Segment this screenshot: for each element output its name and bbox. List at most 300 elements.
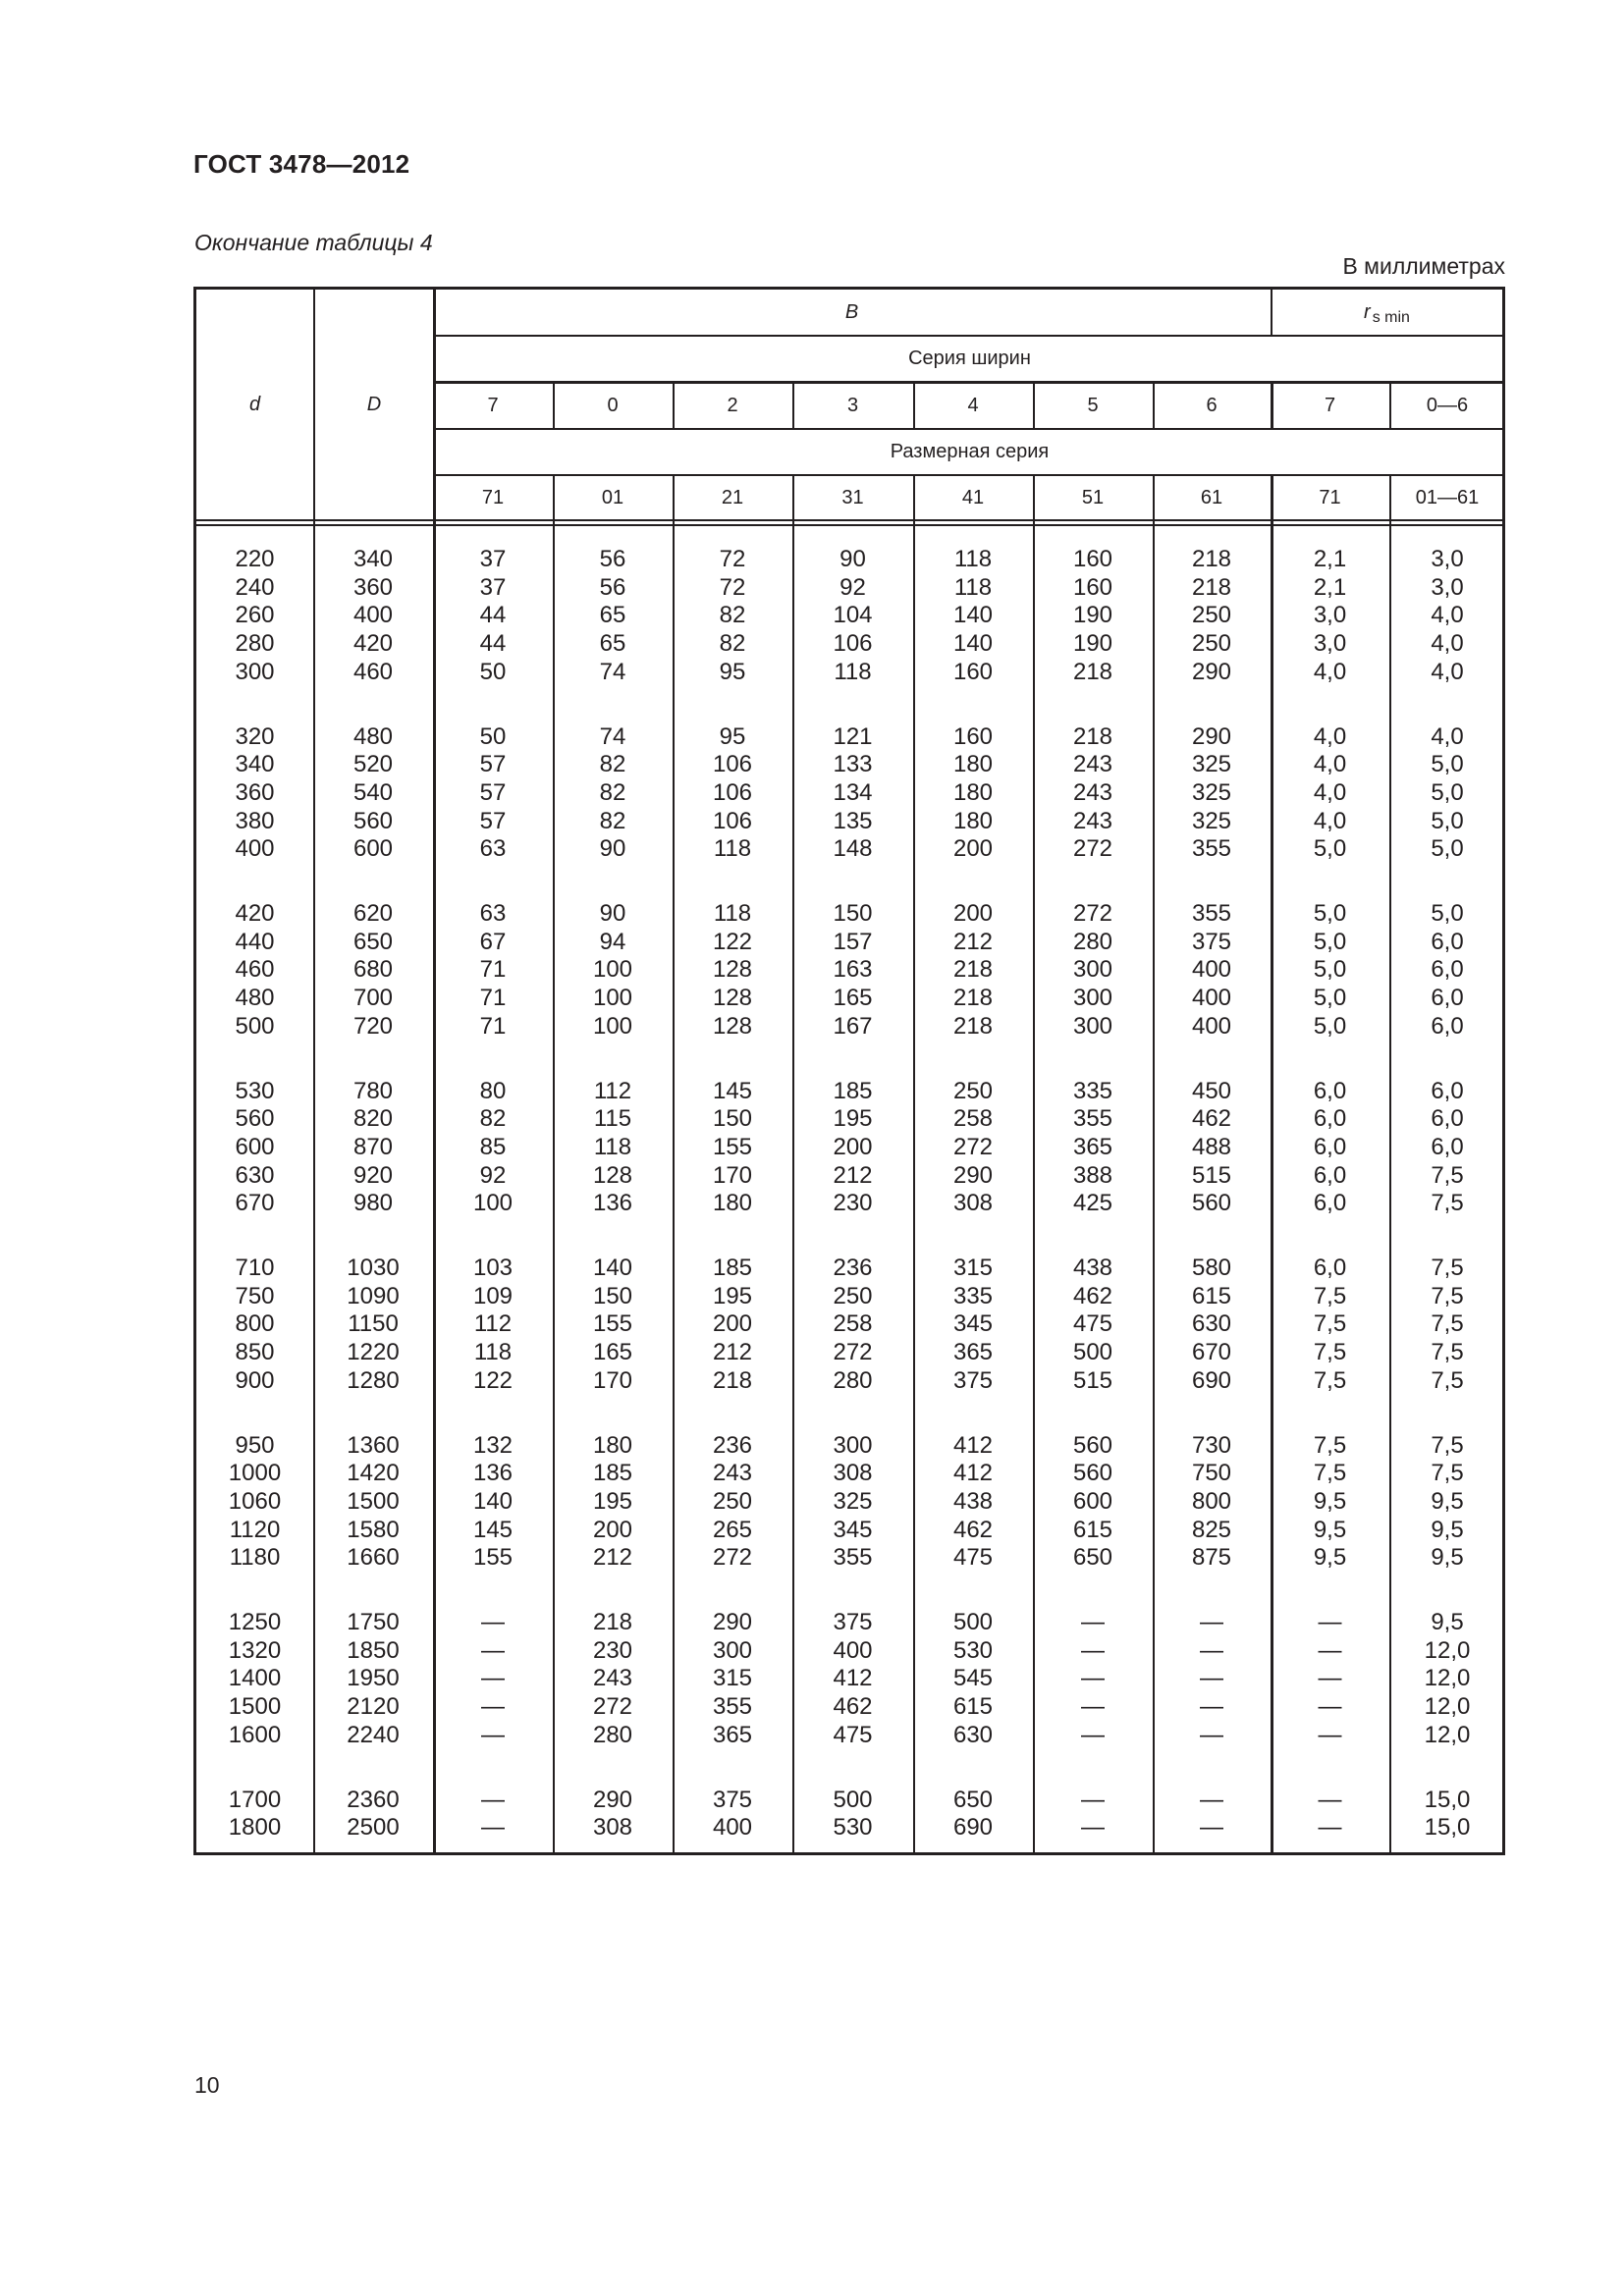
table-cell-B_71: 71 [479, 956, 507, 984]
table-cell-B_01: 94 [599, 928, 626, 955]
table-cell-B_21: 375 [712, 1786, 753, 1813]
table-cell-B_51: — [1081, 1814, 1105, 1842]
table-cell-r_01_61: 7,5 [1431, 1339, 1464, 1366]
width-series-0: 7 [487, 394, 499, 416]
table-cell-B_41: 250 [952, 1077, 994, 1104]
table-cell-B_41: 500 [952, 1609, 994, 1635]
table-cell-B_71: 37 [479, 546, 507, 572]
table-cell-B_31: 212 [833, 1161, 873, 1189]
table-cell-D: 980 [352, 1190, 394, 1217]
table-cell-B_71: 103 [472, 1255, 514, 1281]
table-cell-B_71: 63 [479, 835, 507, 863]
table-cell-B_31: 133 [833, 751, 873, 778]
table-cell-B_21: 315 [712, 1665, 753, 1692]
table-cell-r_71: 6,0 [1313, 1133, 1347, 1160]
table-cell-r_71: 6,0 [1313, 1255, 1347, 1281]
table-cell-B_51: — [1081, 1609, 1105, 1635]
table-cell-d: 240 [235, 573, 275, 601]
table-cell-D: 340 [352, 546, 394, 572]
table-cell-B_61: 290 [1191, 722, 1232, 750]
table-cell-B_71: — [481, 1609, 505, 1635]
width-series-4: 4 [967, 394, 979, 416]
dimension-series-8: 01—61 [1415, 486, 1480, 508]
table-cell-B_21: 243 [712, 1460, 753, 1487]
table-cell-B_31: 104 [833, 602, 873, 629]
table-cell-D: 1950 [347, 1665, 400, 1692]
width-series-2: 2 [727, 394, 738, 416]
table-cell-B_21: 185 [712, 1255, 753, 1281]
table-cell-B_61: 218 [1191, 573, 1232, 601]
table-cell-B_61: 355 [1191, 900, 1232, 927]
table-cell-B_41: 412 [952, 1431, 994, 1459]
table-cell-B_31: 300 [833, 1431, 873, 1459]
table-cell-B_61: 325 [1191, 751, 1232, 778]
grid-line [913, 381, 915, 428]
table-cell-d: 1400 [228, 1665, 282, 1692]
table-cell-B_51: 160 [1072, 573, 1113, 601]
table-cell-d: 1250 [228, 1609, 282, 1635]
table-cell-d: 710 [235, 1255, 275, 1281]
table-cell-B_51: 462 [1072, 1282, 1113, 1309]
table-cell-B_61: 250 [1191, 602, 1232, 629]
table-cell-B_41: 335 [952, 1282, 994, 1309]
table-cell-B_51: 388 [1072, 1161, 1113, 1189]
table-cell-B_01: 118 [593, 1133, 632, 1160]
table-cell-B_71: 118 [473, 1339, 513, 1366]
table-cell-B_61: — [1200, 1814, 1223, 1842]
table-cell-B_61: 730 [1191, 1431, 1232, 1459]
table-cell-B_41: 218 [952, 985, 994, 1012]
table-cell-B_71: 71 [479, 1012, 507, 1040]
table-cell-B_31: 150 [833, 900, 873, 927]
table-cell-d: 670 [235, 1190, 275, 1217]
table-cell-B_51: 650 [1072, 1544, 1113, 1572]
table-cell-r_01_61: 7,5 [1431, 1366, 1464, 1394]
table-cell-r_71: 5,0 [1313, 956, 1347, 984]
table-cell-B_61: 800 [1191, 1487, 1232, 1515]
table-cell-B_61: 450 [1191, 1077, 1232, 1104]
table-cell-D: 540 [352, 778, 394, 806]
table-cell-B_61: 750 [1191, 1460, 1232, 1487]
table-cell-B_51: 425 [1072, 1190, 1113, 1217]
table-cell-B_01: 140 [592, 1255, 633, 1281]
table-cell-B_41: 290 [952, 1161, 994, 1189]
table-cell-B_31: 163 [833, 956, 873, 984]
table-cell-D: 1500 [347, 1487, 400, 1515]
table-cell-D: 1750 [347, 1609, 400, 1635]
table-cell-B_51: — [1081, 1786, 1105, 1813]
table-cell-r_01_61: 6,0 [1431, 1105, 1464, 1133]
table-cell-B_71: 85 [479, 1133, 507, 1160]
table-cell-B_61: 250 [1191, 630, 1232, 658]
table-cell-d: 630 [235, 1161, 275, 1189]
table-cell-r_71: 6,0 [1313, 1161, 1347, 1189]
table-cell-r_71: 9,5 [1313, 1516, 1347, 1543]
grid-line [433, 428, 1505, 430]
table-cell-B_51: 300 [1072, 1012, 1113, 1040]
table-cell-B_01: 82 [599, 807, 626, 834]
table-cell-D: 1580 [347, 1516, 400, 1543]
table-cell-B_31: 135 [833, 807, 873, 834]
table-cell-D: 560 [352, 807, 394, 834]
grid-line [1153, 381, 1155, 428]
table-cell-r_01_61: 6,0 [1431, 1012, 1464, 1040]
table-cell-d: 220 [235, 546, 275, 572]
table-cell-r_01_61: 7,5 [1431, 1255, 1464, 1281]
table-cell-B_01: 65 [599, 602, 626, 629]
r-symbol: r [1364, 300, 1371, 323]
table-cell-d: 460 [235, 956, 275, 984]
table-cell-d: 1120 [229, 1516, 281, 1543]
table-cell-B_71: — [481, 1786, 505, 1813]
table-cell-B_31: 500 [833, 1786, 873, 1813]
table-cell-B_31: 272 [833, 1339, 873, 1366]
table-cell-B_01: 65 [599, 630, 626, 658]
table-cell-d: 340 [235, 751, 275, 778]
dimension-series-3: 31 [841, 486, 864, 508]
table-cell-r_71: 2,1 [1313, 546, 1347, 572]
table-cell-r_01_61: 5,0 [1431, 778, 1464, 806]
dimension-series-4: 41 [961, 486, 985, 508]
table-cell-D: 2360 [347, 1786, 400, 1813]
table-cell-B_61: 630 [1191, 1310, 1232, 1338]
table-cell-B_61: 560 [1191, 1190, 1232, 1217]
table-cell-B_41: 615 [952, 1693, 994, 1721]
table-cell-B_41: 200 [952, 900, 994, 927]
table-cell-D: 360 [352, 573, 394, 601]
table-cell-B_21: 218 [712, 1366, 753, 1394]
table-cell-B_51: 438 [1072, 1255, 1113, 1281]
table-cell-r_71: 3,0 [1313, 630, 1347, 658]
table-cell-r_01_61: 12,0 [1424, 1665, 1471, 1692]
bearing-dimensions-table [193, 287, 1505, 1855]
table-cell-B_61: 488 [1191, 1133, 1232, 1160]
table-cell-B_61: — [1200, 1609, 1223, 1635]
table-cell-B_61: — [1200, 1665, 1223, 1692]
table-cell-r_01_61: 9,5 [1431, 1544, 1464, 1572]
table-cell-r_71: 4,0 [1313, 807, 1347, 834]
table-cell-B_31: 355 [833, 1544, 873, 1572]
table-cell-d: 800 [235, 1310, 275, 1338]
table-cell-r_71: 7,5 [1313, 1310, 1347, 1338]
page-number: 10 [194, 2072, 220, 2098]
table-cell-B_01: 165 [592, 1339, 633, 1366]
table-cell-B_21: 118 [713, 900, 752, 927]
table-cell-B_21: 82 [719, 602, 746, 629]
table-cell-B_31: 258 [833, 1310, 873, 1338]
table-cell-B_51: 560 [1072, 1431, 1113, 1459]
table-cell-d: 560 [235, 1105, 275, 1133]
table-cell-r_01_61: 6,0 [1431, 1077, 1464, 1104]
table-cell-r_71: — [1318, 1636, 1342, 1664]
table-cell-D: 920 [352, 1161, 394, 1189]
table-cell-B_01: 115 [593, 1105, 632, 1133]
table-cell-B_71: 37 [479, 573, 507, 601]
table-cell-B_61: 400 [1191, 1012, 1232, 1040]
table-cell-B_01: 82 [599, 778, 626, 806]
table-cell-D: 1220 [347, 1339, 400, 1366]
table-cell-d: 1320 [228, 1636, 282, 1664]
table-cell-B_71: 50 [479, 658, 507, 685]
table-cell-r_01_61: 7,5 [1431, 1190, 1464, 1217]
table-cell-r_01_61: 12,0 [1424, 1693, 1471, 1721]
table-cell-B_41: 160 [952, 658, 994, 685]
table-cell-B_21: 272 [712, 1544, 753, 1572]
table-cell-B_51: 335 [1072, 1077, 1113, 1104]
grid-line [1033, 381, 1035, 428]
table-cell-B_21: 82 [719, 630, 746, 658]
table-cell-B_41: 375 [952, 1366, 994, 1394]
table-cell-r_01_61: 4,0 [1431, 722, 1464, 750]
table-cell-B_21: 128 [712, 956, 753, 984]
table-cell-r_01_61: 7,5 [1431, 1282, 1464, 1309]
r-subscript: s min [1372, 309, 1410, 326]
table-cell-D: 460 [352, 658, 394, 685]
table-cell-B_61: 400 [1191, 985, 1232, 1012]
table-cell-r_01_61: 12,0 [1424, 1636, 1471, 1664]
table-cell-D: 420 [352, 630, 394, 658]
table-cell-B_21: 365 [712, 1721, 753, 1748]
table-cell-d: 1060 [228, 1487, 282, 1515]
table-cell-B_41: 258 [952, 1105, 994, 1133]
table-cell-D: 2240 [347, 1721, 400, 1748]
table-cell-D: 1850 [347, 1636, 400, 1664]
table-cell-B_01: 74 [599, 722, 626, 750]
table-cell-B_21: 290 [712, 1609, 753, 1635]
table-cell-B_51: 365 [1072, 1133, 1113, 1160]
table-cell-r_01_61: 7,5 [1431, 1460, 1464, 1487]
table-cell-B_61: 218 [1191, 546, 1232, 572]
table-cell-B_61: — [1200, 1636, 1223, 1664]
table-cell-B_31: 475 [833, 1721, 873, 1748]
table-cell-D: 820 [352, 1105, 394, 1133]
table-cell-r_01_61: 5,0 [1431, 807, 1464, 834]
table-cell-B_01: 243 [592, 1665, 633, 1692]
table-cell-d: 1600 [228, 1721, 282, 1748]
table-cell-B_41: 530 [952, 1636, 994, 1664]
width-series-3: 3 [846, 394, 859, 416]
table-cell-B_51: — [1081, 1636, 1105, 1664]
table-cell-B_31: 92 [839, 573, 866, 601]
table-cell-B_71: 67 [479, 928, 507, 955]
table-cell-r_01_61: 7,5 [1431, 1161, 1464, 1189]
table-cell-B_51: 190 [1072, 602, 1113, 629]
table-cell-B_31: 280 [833, 1366, 873, 1394]
grid-line [792, 381, 794, 428]
table-cell-B_71: 92 [479, 1161, 507, 1189]
table-cell-B_31: 345 [833, 1516, 873, 1543]
table-cell-B_21: 355 [712, 1693, 753, 1721]
table-cell-B_61: 515 [1191, 1161, 1232, 1189]
table-cell-B_71: 57 [479, 778, 507, 806]
table-cell-r_01_61: 15,0 [1424, 1814, 1471, 1842]
table-cell-r_01_61: 12,0 [1424, 1721, 1471, 1748]
table-cell-D: 1280 [347, 1366, 400, 1394]
table-cell-B_71: 122 [472, 1366, 514, 1394]
width-series-5: 5 [1087, 394, 1099, 416]
table-cell-B_61: 290 [1191, 658, 1232, 685]
table-cell-r_71: 9,5 [1313, 1544, 1347, 1572]
table-cell-B_31: 90 [839, 546, 866, 572]
table-cell-r_01_61: 7,5 [1431, 1431, 1464, 1459]
header-r-s-min [1270, 290, 1504, 335]
table-cell-B_21: 145 [712, 1077, 753, 1104]
table-cell-B_31: 157 [833, 928, 873, 955]
table-cell-B_41: 180 [952, 807, 994, 834]
table-cell-B_01: 195 [592, 1487, 633, 1515]
table-cell-B_41: 650 [952, 1786, 994, 1813]
table-cell-r_71: 4,0 [1313, 722, 1347, 750]
table-cell-B_21: 95 [719, 658, 746, 685]
table-cell-B_01: 56 [599, 573, 626, 601]
table-cell-r_01_61: 9,5 [1431, 1609, 1464, 1635]
table-cell-B_21: 118 [713, 835, 752, 863]
dimension-series-1: 01 [601, 486, 624, 508]
table-cell-B_01: 128 [592, 1161, 633, 1189]
table-cell-B_71: — [481, 1814, 505, 1842]
table-cell-B_21: 106 [712, 751, 753, 778]
table-cell-B_31: 185 [833, 1077, 873, 1104]
table-cell-B_31: 121 [833, 722, 873, 750]
table-cell-B_71: 155 [472, 1544, 514, 1572]
table-cell-B_21: 95 [719, 722, 746, 750]
table-cell-B_61: 462 [1191, 1105, 1232, 1133]
header-D: D [366, 394, 382, 415]
table-cell-D: 600 [352, 835, 394, 863]
table-cell-B_71: 63 [479, 900, 507, 927]
table-cell-B_51: 475 [1072, 1310, 1113, 1338]
table-cell-B_41: 180 [952, 778, 994, 806]
table-cell-d: 380 [235, 807, 275, 834]
table-cell-B_41: 690 [952, 1814, 994, 1842]
table-cell-B_01: 56 [599, 546, 626, 572]
table-cell-B_01: 112 [593, 1077, 632, 1104]
table-cell-B_01: 212 [592, 1544, 633, 1572]
table-cell-B_51: 280 [1072, 928, 1113, 955]
table-cell-B_31: 148 [833, 835, 873, 863]
table-cell-B_31: 134 [833, 778, 873, 806]
table-cell-B_71: 145 [472, 1516, 514, 1543]
table-cell-r_71: 7,5 [1313, 1460, 1347, 1487]
table-cell-B_41: 200 [952, 835, 994, 863]
table-cell-D: 720 [352, 1012, 394, 1040]
table-cell-B_41: 218 [952, 956, 994, 984]
table-cell-B_71: — [481, 1636, 505, 1664]
table-cell-d: 750 [235, 1282, 275, 1309]
table-cell-d: 1500 [228, 1693, 282, 1721]
table-cell-d: 440 [235, 928, 275, 955]
table-cell-B_61: 580 [1191, 1255, 1232, 1281]
dimension-series-0: 71 [481, 486, 505, 508]
dimension-series-5: 51 [1081, 486, 1105, 508]
grid-line [1389, 381, 1391, 428]
table-cell-r_71: 5,0 [1313, 1012, 1347, 1040]
table-cell-r_01_61: 9,5 [1431, 1516, 1464, 1543]
table-cell-D: 2120 [347, 1693, 400, 1721]
table-cell-D: 480 [352, 722, 394, 750]
table-cell-d: 1000 [228, 1460, 282, 1487]
table-cell-B_41: 412 [952, 1460, 994, 1487]
table-cell-B_31: 325 [833, 1487, 873, 1515]
header-B: B [844, 300, 859, 323]
table-cell-r_71: 7,5 [1313, 1431, 1347, 1459]
table-cell-d: 480 [235, 985, 275, 1012]
table-cell-r_01_61: 6,0 [1431, 956, 1464, 984]
table-cell-r_01_61: 4,0 [1431, 658, 1464, 685]
header-width-series: Серия ширин [908, 347, 1031, 369]
table-cell-B_31: 412 [833, 1665, 873, 1692]
table-cell-B_61: 615 [1191, 1282, 1232, 1309]
table-cell-d: 260 [235, 602, 275, 629]
table-cell-B_21: 72 [719, 546, 746, 572]
table-cell-B_01: 200 [592, 1516, 633, 1543]
table-cell-r_71: — [1318, 1665, 1342, 1692]
table-cell-B_01: 280 [592, 1721, 633, 1748]
table-cell-B_51: — [1081, 1693, 1105, 1721]
table-cell-B_71: 57 [479, 807, 507, 834]
table-cell-B_01: 272 [592, 1693, 633, 1721]
header-dimension-series: Размерная серия [890, 441, 1050, 462]
table-cell-B_21: 128 [712, 1012, 753, 1040]
table-cell-B_71: 44 [479, 630, 507, 658]
table-cell-B_51: 355 [1072, 1105, 1113, 1133]
table-cell-r_71: 7,5 [1313, 1339, 1347, 1366]
table-cell-B_51: 160 [1072, 546, 1113, 572]
table-cell-B_41: 160 [952, 722, 994, 750]
table-cell-B_01: 170 [592, 1366, 633, 1394]
table-cell-D: 1420 [347, 1460, 400, 1487]
table-cell-r_71: — [1318, 1609, 1342, 1635]
table-cell-B_41: 180 [952, 751, 994, 778]
table-cell-B_21: 180 [712, 1190, 753, 1217]
table-cell-D: 1030 [347, 1255, 400, 1281]
table-cell-B_21: 106 [712, 778, 753, 806]
table-cell-B_01: 90 [599, 900, 626, 927]
table-cell-B_31: 195 [833, 1105, 873, 1133]
table-cell-r_71: 3,0 [1313, 602, 1347, 629]
table-cell-B_41: 218 [952, 1012, 994, 1040]
grid-line [433, 381, 1505, 384]
table-cell-B_51: — [1081, 1665, 1105, 1692]
table-cell-r_71: — [1318, 1814, 1342, 1842]
table-cell-B_21: 128 [712, 985, 753, 1012]
width-series-8: 0—6 [1426, 394, 1469, 416]
table-cell-d: 1800 [228, 1814, 282, 1842]
grid-line [196, 524, 1505, 526]
table-cell-B_71: 132 [472, 1431, 514, 1459]
table-cell-B_61: 400 [1191, 956, 1232, 984]
table-cell-D: 1150 [348, 1310, 399, 1338]
table-cell-B_41: 475 [952, 1544, 994, 1572]
table-cell-B_61: 690 [1191, 1366, 1232, 1394]
table-cell-B_51: 243 [1072, 807, 1113, 834]
table-cell-B_51: 218 [1072, 658, 1113, 685]
table-cell-B_71: 50 [479, 722, 507, 750]
table-cell-B_71: 140 [472, 1487, 514, 1515]
table-cell-B_41: 345 [952, 1310, 994, 1338]
table-cell-B_21: 236 [712, 1431, 753, 1459]
table-cell-r_71: 6,0 [1313, 1077, 1347, 1104]
table-cell-B_51: 190 [1072, 630, 1113, 658]
table-cell-B_01: 136 [592, 1190, 633, 1217]
table-cell-B_31: 106 [833, 630, 873, 658]
width-series-7: 7 [1324, 394, 1336, 416]
table-cell-B_51: 243 [1072, 778, 1113, 806]
table-cell-B_71: 100 [472, 1190, 514, 1217]
table-cell-B_71: 71 [479, 985, 507, 1012]
table-cell-B_41: 212 [952, 928, 994, 955]
table-cell-r_71: 9,5 [1313, 1487, 1347, 1515]
